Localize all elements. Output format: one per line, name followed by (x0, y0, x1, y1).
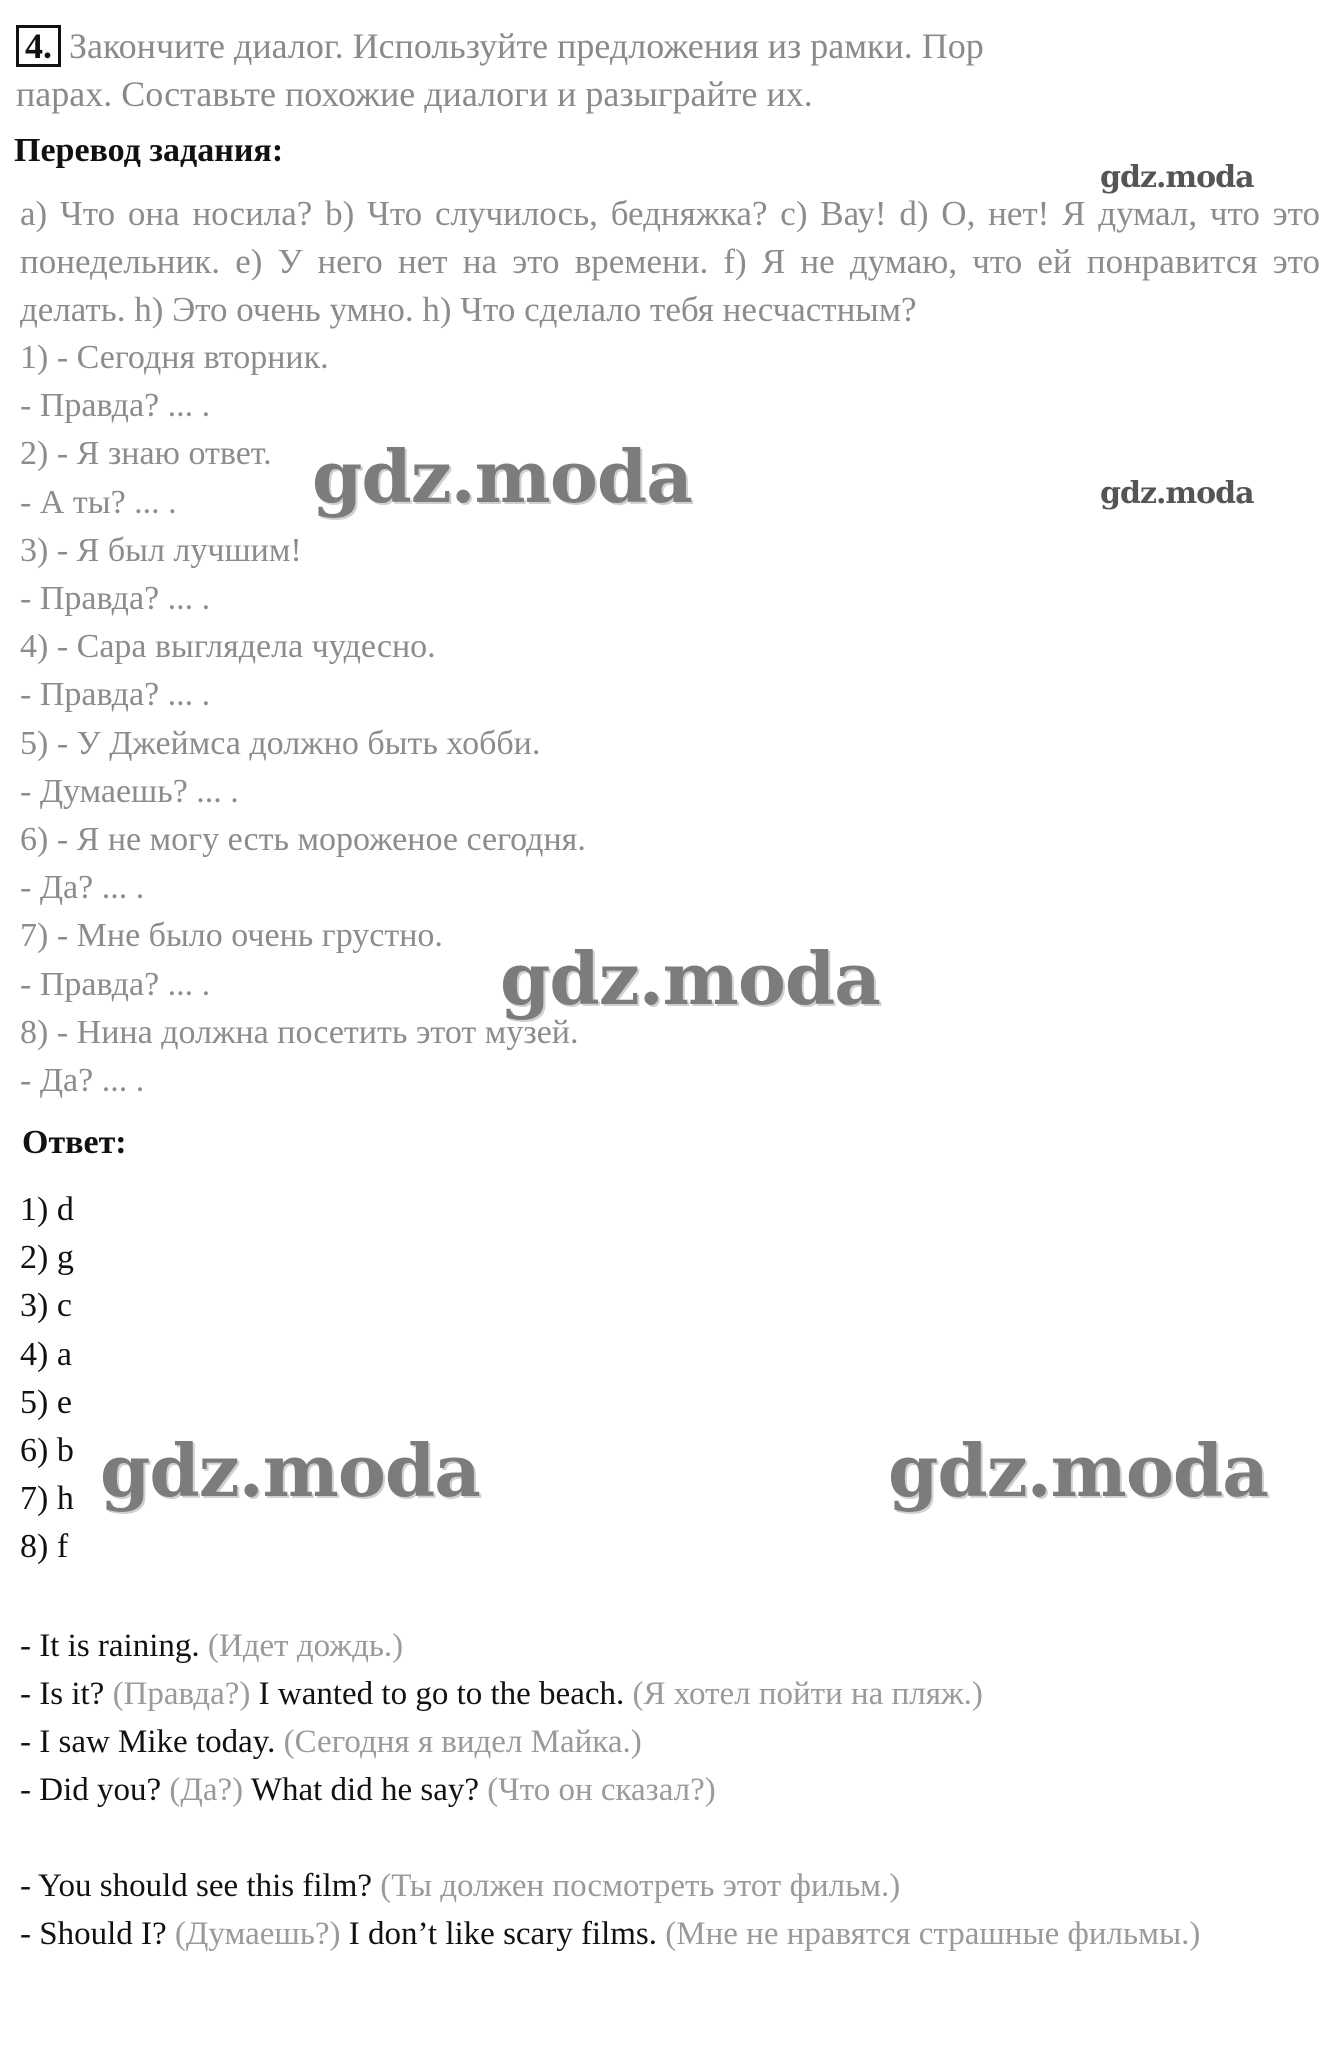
translation-line: - Правда? ... . (20, 965, 211, 1003)
dialog-line (20, 1862, 1300, 1910)
translation-line: - Правда? ... . (20, 580, 211, 618)
dialog-ru: (Мне не нравятся страшные фильмы.) (665, 1916, 1201, 1952)
dialog-en: I don’t like scary films. (348, 1916, 658, 1952)
task-number: 4. (16, 25, 61, 67)
dialog-ru: (Думаешь?) (174, 1916, 341, 1952)
dialog-line (20, 1910, 1300, 1958)
answer-item: 3) c (20, 1287, 72, 1325)
answer-list (20, 1186, 74, 1572)
dialog-ru: (Сегодня я видел Майка.) (283, 1724, 642, 1760)
dialog-block-2 (20, 1862, 1300, 1958)
dialog-en: - I saw Mike today. (20, 1724, 276, 1760)
dialog-en: - Is it? (20, 1676, 105, 1712)
answer-title: Ответ: (22, 1124, 127, 1161)
translation-line: 3) - Я был лучшим! (20, 531, 302, 569)
watermark: gdz.moda (312, 434, 692, 519)
translation-line: - А ты? ... . (20, 483, 177, 521)
translation-line: 1) - Сегодня вторник. (20, 339, 329, 376)
translation-line: - Да? ... . (20, 1062, 145, 1100)
answer-item: 5) e (20, 1383, 72, 1421)
dialog-line (20, 1766, 1300, 1814)
answer-item: 7) h (20, 1480, 74, 1518)
dialog-ru: (Да?) (169, 1772, 244, 1808)
translation-line: 2) - Я знаю ответ. (20, 435, 272, 473)
translation-line: 7) - Мне было очень грустно. (20, 917, 443, 955)
dialog-en: - Did you? (20, 1772, 162, 1808)
dialog-en: I wanted to go to the beach. (258, 1676, 625, 1712)
answer-item: 8) f (20, 1528, 69, 1566)
answer-item: 1) d (20, 1191, 74, 1228)
translation-line: - Правда? ... . (20, 387, 211, 425)
task-header (16, 22, 1136, 118)
translation-paragraph: a) Что она носила? b) Что случилось, бедняжка? c) Вау! d) О, нет! Я думал, что это понедельник. e) У него нет на это времени. f) Я не думаю, что ей понравится это делать. h) Это очень умно. h) Что сделало тебя несчастным? (20, 194, 1320, 329)
dialog-en: - It is raining. (20, 1628, 200, 1664)
dialog-ru: (Правда?) (112, 1676, 251, 1712)
translation-line: 4) - Сара выглядела чудесно. (20, 628, 436, 666)
translation-line: 6) - Я не могу есть мороженое сегодня. (20, 821, 586, 859)
dialog-line (20, 1622, 1300, 1670)
dialog-ru: (Ты должен посмотреть этот фильм.) (380, 1868, 901, 1904)
translation-line: 8) - Нина должна посетить этот музей. (20, 1013, 579, 1051)
task-line-2: парах. Составьте похожие диалоги и разыграйте их. (16, 74, 813, 114)
task-text-1: Закончите диалог. Используйте предложения из рамки. Пор (69, 26, 984, 66)
translation-line: - Да? ... . (20, 869, 145, 907)
dialog-en: - Should I? (20, 1916, 167, 1952)
watermark: gdz.moda (500, 936, 880, 1021)
dialog-ru: (Идет дождь.) (207, 1628, 404, 1664)
watermark: gdz.moda (100, 1428, 480, 1513)
dialog-block-1 (20, 1622, 1300, 1814)
watermark: gdz.moda (1100, 160, 1254, 195)
translation-title: Перевод задания: (14, 132, 284, 169)
dialog-line (20, 1670, 1300, 1718)
dialog-en: - You should see this film? (20, 1868, 373, 1904)
dialog-line (20, 1718, 1300, 1766)
dialog-ru: (Что он сказал?) (487, 1772, 716, 1808)
answer-item: 4) a (20, 1335, 72, 1373)
watermark: gdz.moda (888, 1428, 1268, 1513)
translation-line: - Думаешь? ... . (20, 772, 239, 810)
dialog-ru: (Я хотел пойти на пляж.) (632, 1676, 983, 1712)
watermark: gdz.moda (1100, 476, 1254, 511)
translation-line: - Правда? ... . (20, 676, 211, 714)
translation-line: 5) - У Джеймса должно быть хобби. (20, 724, 541, 762)
dialog-en: What did he say? (250, 1772, 480, 1808)
answer-item: 6) b (20, 1432, 74, 1470)
task-line-1 (16, 22, 1136, 70)
answer-item: 2) g (20, 1239, 74, 1277)
